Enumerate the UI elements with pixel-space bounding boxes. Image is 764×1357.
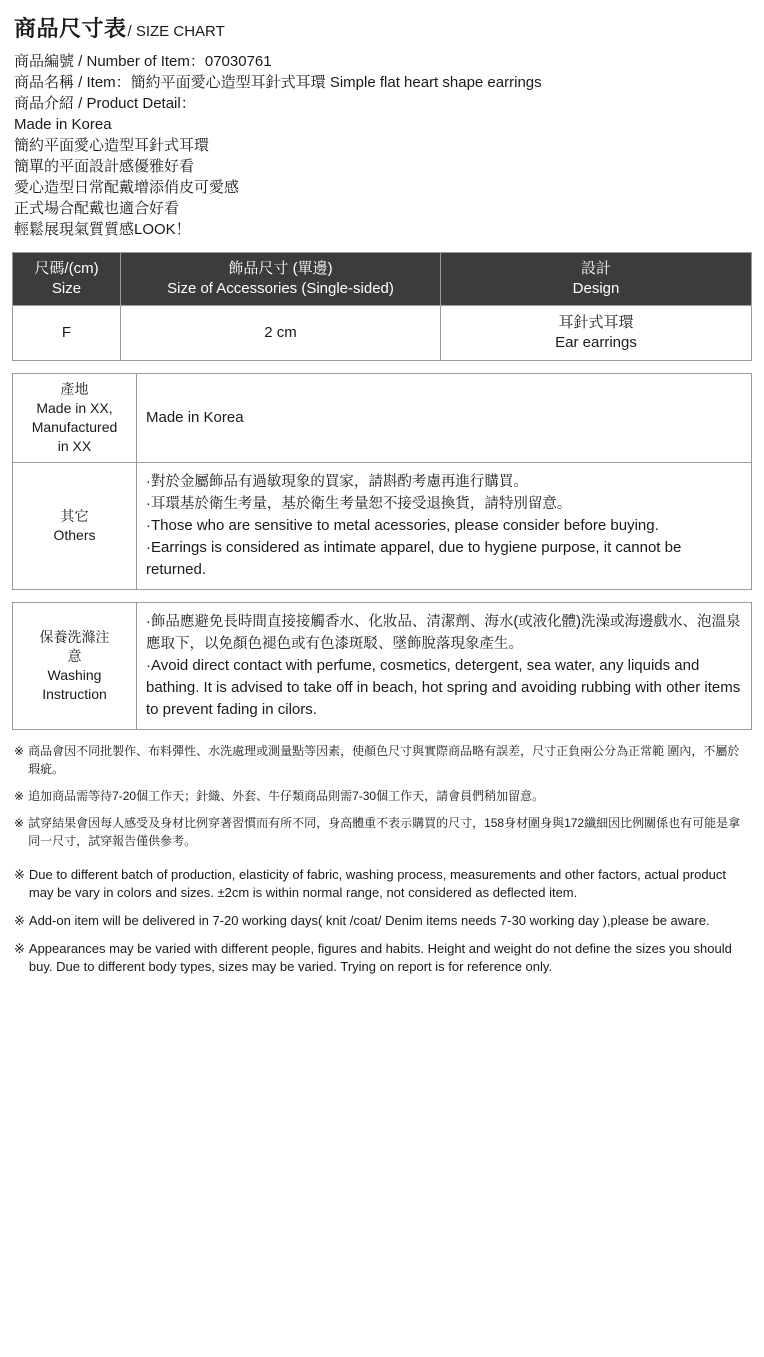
cell-accessory-size: 2 cm (121, 306, 441, 361)
size-table-header-design: 設計 Design (441, 253, 752, 306)
value-others: ·對於金屬飾品有過敏現象的買家，請斟酌考慮再進行購買。 ·耳環基於衛生考量，基於衛生考量恕不接受退換貨，請特別留意。 ·Those who are sensitive to metal acessories, please consider before buying. ·Earrings is considered as intimate apparel, due to hygiene purpose, it cannot be returned. (137, 463, 752, 590)
intro-line: 簡單的平面設計感優雅好看 (14, 158, 195, 175)
note-mark-icon: ※ (14, 789, 25, 803)
note-mark-icon: ※ (14, 816, 25, 830)
page-title (14, 12, 752, 43)
table-row-origin (13, 374, 752, 463)
table-row-washing (13, 603, 752, 730)
note-item: ※ 追加商品需等待7-20個工作天；針織、外套、牛仔類商品則需7-30個工作天，請會員們稍加留意。 (14, 789, 545, 803)
label-washing: 保養洗滌注 意 Washing Instruction (13, 603, 137, 730)
note-mark-icon: ※ (14, 867, 25, 882)
note-item: ※ Due to different batch of production, elasticity of fabric, washing process, measurements and other factors, actual product may be vary in colors and sizes. ±2cm is within normal range, not considered as deflected item. (14, 867, 726, 900)
intro-line: 商品編號 / Number of Item：07030761 (14, 53, 272, 70)
page-title-en: / SIZE CHART (127, 23, 225, 40)
size-table-header-accessory-size: 飾品尺寸 (單邊) Size of Accessories (Single-sided) (121, 253, 441, 306)
size-table-header-row (13, 253, 752, 306)
intro-line: 商品名稱 / Item：簡約平面愛心造型耳針式耳環 Simple flat heart shape earrings (14, 74, 542, 91)
label-others: 其它 Others (13, 463, 137, 590)
size-table-header-size: 尺碼/(cm) Size (13, 253, 121, 306)
note-mark-icon: ※ (14, 744, 25, 758)
intro-line: Made in Korea (14, 116, 112, 133)
note-mark-icon: ※ (14, 941, 25, 956)
washing-table (12, 602, 752, 730)
note-item: ※ 試穿結果會因每人感受及身材比例穿著習慣而有所不同，身高體重不表示購買的尺寸，158身材圍身與172纖細因比例關係也有可能是拿同一尺寸，試穿報告僅供參考。 (14, 816, 741, 848)
note-mark-icon: ※ (14, 913, 25, 928)
table-row (13, 306, 752, 361)
intro-line: 正式場合配戴也適合好看 (14, 200, 180, 217)
product-intro (14, 51, 752, 240)
intro-line: 輕鬆展現氣質質感LOOK！ (14, 221, 191, 238)
notes-cn (14, 742, 750, 850)
page-title-cn: 商品尺寸表 (14, 16, 127, 41)
intro-line: 商品介紹 / Product Detail： (14, 95, 196, 112)
value-washing: ·飾品應避免長時間直接接觸香水、化妝品、清潔劑、海水(或液化體)洗澡或海邊戲水、泡溫泉應取下，以免顏色褪色或有色漆斑駁、墜飾脫落現象產生。 ·Avoid direct contact with perfume, cosmetics, detergent, sea water, any liquids and bathing. It is advised to take off in beach, hot spring and avoiding rubbing with other items to prevent fading in cilors. (137, 603, 752, 730)
label-origin: 產地 Made in XX, Manufactured in XX (13, 374, 137, 463)
size-table (12, 252, 752, 361)
notes-en (14, 866, 750, 976)
cell-design: 耳針式耳環 Ear earrings (441, 306, 752, 361)
origin-others-table (12, 373, 752, 590)
cell-size: F (13, 306, 121, 361)
note-item: ※ Add-on item will be delivered in 7-20 working days( knit /coat/ Denim items needs 7-30 working day ),please be aware. (14, 913, 710, 928)
intro-line: 簡約平面愛心造型耳針式耳環 (14, 137, 210, 154)
note-item: ※ Appearances may be varied with different people, figures and habits. Height and weight do not define the sizes you should buy. Due to different body types, sizes may be varied. Trying on report is for reference only. (14, 941, 732, 974)
note-item: ※ 商品會因不同批製作、布料彈性、水洗處理或測量點等因素，使顏色尺寸與實際商品略有誤差，尺寸正負兩公分為正常範 圍內，不屬於瑕疵。 (14, 744, 740, 776)
table-row-others (13, 463, 752, 590)
intro-line: 愛心造型日常配戴增添俏皮可愛感 (14, 179, 240, 196)
value-origin: Made in Korea (137, 374, 752, 463)
